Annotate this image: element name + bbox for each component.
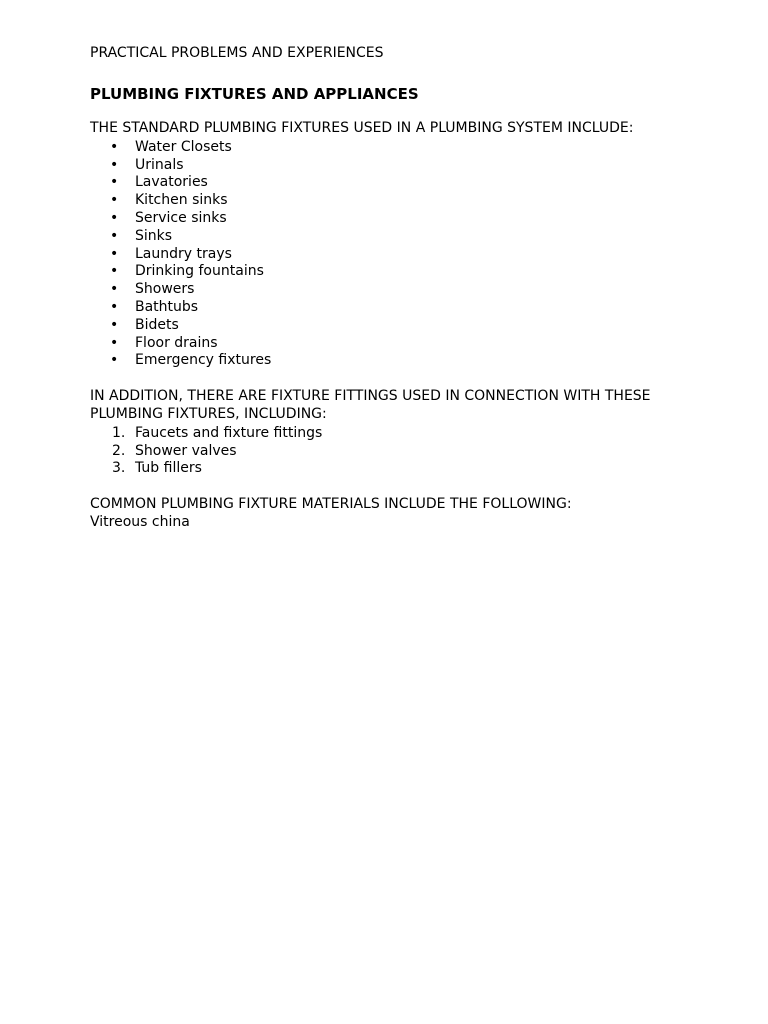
list-item-label: Emergency fixtures: [135, 352, 272, 369]
list-item: [90, 299, 690, 317]
bullet-icon: •: [110, 334, 119, 351]
list-item-label: Tub fillers: [135, 460, 202, 477]
list-item: [90, 157, 690, 175]
list-item-label: Urinals: [135, 156, 184, 173]
list-item-label: Kitchen sinks: [135, 192, 228, 209]
list-item-label: Sinks: [135, 227, 173, 244]
materials-intro: COMMON PLUMBING FIXTURE MATERIALS INCLUDE THE FOLLOWING:: [90, 496, 572, 513]
document-header: PRACTICAL PROBLEMS AND EXPERIENCES: [90, 45, 384, 61]
list-item: [90, 139, 690, 157]
list-number: 2.: [112, 442, 126, 459]
bullet-icon: •: [110, 298, 119, 315]
list-item-label: Faucets and fixture fittings: [135, 424, 323, 441]
fittings-intro: IN ADDITION, THERE ARE FIXTURE FITTINGS USED IN CONNECTION WITH THESE PLUMBING FIXTURES, INCLUDING:: [90, 388, 651, 422]
bullet-icon: •: [110, 352, 119, 369]
section-title: PLUMBING FIXTURES AND APPLIANCES: [90, 85, 419, 103]
list-item: [90, 352, 690, 370]
bullet-icon: •: [110, 281, 119, 298]
list-item-label: Water Closets: [135, 138, 232, 155]
document-content: [90, 44, 690, 532]
list-item: [90, 460, 690, 478]
list-item: [90, 246, 690, 264]
list-item: [90, 228, 690, 246]
bullet-icon: •: [110, 227, 119, 244]
bullet-icon: •: [110, 138, 119, 155]
list-item: [90, 192, 690, 210]
fittings-list: [90, 425, 690, 478]
list-item: [90, 281, 690, 299]
list-item-label: Bidets: [135, 316, 179, 333]
fixtures-intro: THE STANDARD PLUMBING FIXTURES USED IN A PLUMBING SYSTEM INCLUDE:: [90, 120, 634, 136]
bullet-icon: •: [110, 156, 119, 173]
list-item-label: Bathtubs: [135, 298, 199, 315]
bullet-icon: •: [110, 245, 119, 262]
list-item: [90, 263, 690, 281]
fixtures-list: [90, 139, 690, 370]
list-item-label: Showers: [135, 281, 195, 298]
list-item-label: Shower valves: [135, 442, 237, 459]
bullet-icon: •: [110, 263, 119, 280]
list-item: [90, 210, 690, 228]
list-item: [90, 425, 690, 443]
bullet-icon: •: [110, 174, 119, 191]
list-item-label: Service sinks: [135, 209, 227, 226]
material-item: Vitreous china: [90, 513, 190, 530]
bullet-icon: •: [110, 316, 119, 333]
list-item-label: Laundry trays: [135, 245, 232, 262]
bullet-icon: •: [110, 192, 119, 209]
list-item-label: Drinking fountains: [135, 263, 264, 280]
list-item-label: Floor drains: [135, 334, 218, 351]
list-number: 3.: [112, 460, 126, 477]
list-number: 1.: [112, 424, 126, 441]
list-item: [90, 443, 690, 461]
list-item: [90, 174, 690, 192]
list-item: [90, 317, 690, 335]
bullet-icon: •: [110, 209, 119, 226]
list-item: [90, 335, 690, 353]
list-item-label: Lavatories: [135, 174, 208, 191]
